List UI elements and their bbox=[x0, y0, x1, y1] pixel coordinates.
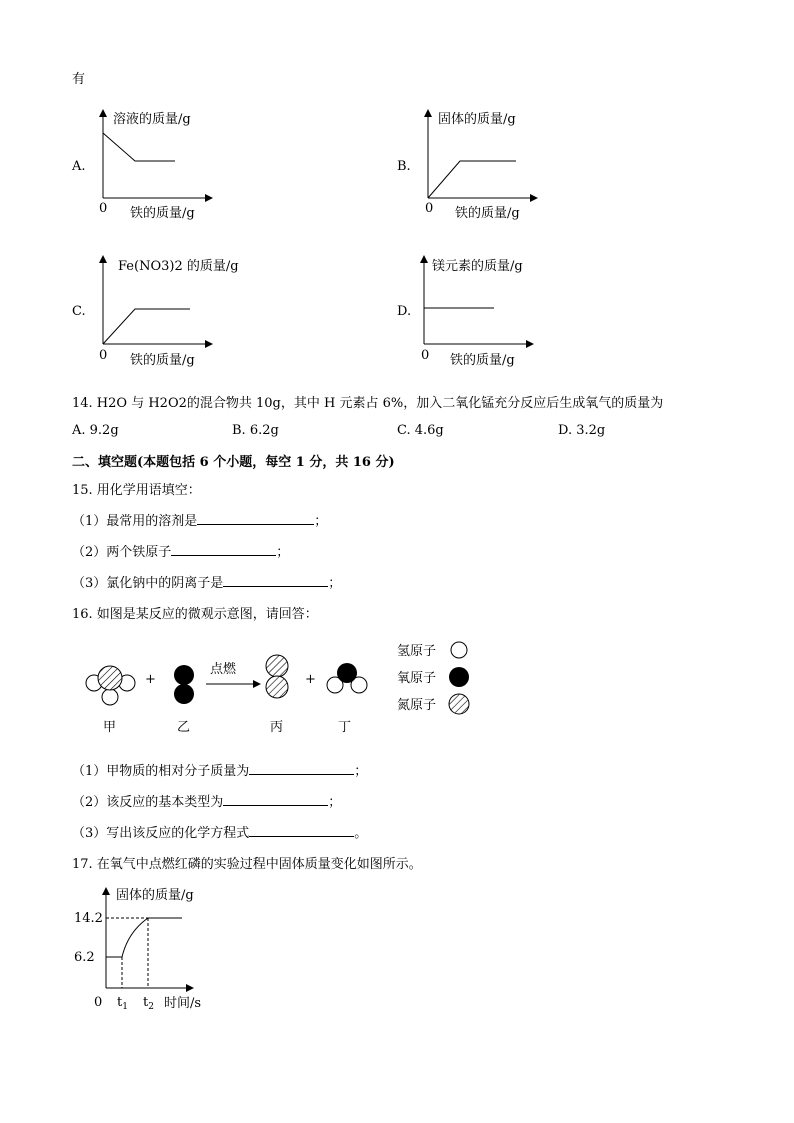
q16-item-1 bbox=[72, 760, 367, 779]
q16-blank-1[interactable] bbox=[249, 762, 354, 775]
molecule-yi bbox=[174, 665, 194, 704]
graph-d-origin: 0 bbox=[421, 348, 430, 363]
graph-c-ylabel: Fe(NO3)2 的质量/g bbox=[118, 259, 239, 274]
q17-ytick-1: 14.2 bbox=[74, 911, 103, 926]
molecule-bing bbox=[266, 655, 288, 698]
q17-series-line bbox=[106, 918, 182, 957]
q15-item-1 bbox=[72, 510, 327, 529]
q15-item-2-text: （2）两个铁原子 bbox=[72, 545, 172, 560]
option-letter-a: A. bbox=[72, 159, 86, 174]
q16-blank-3[interactable] bbox=[249, 824, 354, 837]
q13-graphs bbox=[0, 0, 794, 380]
legend-nitrogen-swatch bbox=[449, 694, 469, 714]
q16-reaction-diagram bbox=[0, 630, 794, 740]
q17-xtick-2: $t_2$ bbox=[143, 995, 154, 1012]
q16-item-3-text: （3）写出该反应的化学方程式 bbox=[72, 826, 250, 841]
label-ding: 丁 bbox=[338, 720, 352, 735]
q17-xtick-1: $t_1$ bbox=[117, 995, 128, 1012]
q15-item-2-end: ； bbox=[276, 545, 290, 560]
label-jia: 甲 bbox=[103, 720, 117, 735]
q16-item-2 bbox=[72, 791, 341, 810]
graph-b-ylabel: 固体的质量/g bbox=[438, 112, 516, 127]
plus-2: + bbox=[305, 672, 316, 687]
arrow-label: 点燃 bbox=[210, 662, 237, 677]
q16-item-2-end: ； bbox=[328, 795, 342, 810]
graph-b-origin: 0 bbox=[425, 201, 434, 216]
q16-item-1-text: （1）甲物质的相对分子质量为 bbox=[72, 764, 250, 779]
label-bing: 丙 bbox=[270, 720, 284, 735]
option-letter-c: C. bbox=[72, 304, 86, 319]
q16-item-2-text: （2）该反应的基本类型为 bbox=[72, 795, 224, 810]
q16-blank-2[interactable] bbox=[223, 793, 328, 806]
legend bbox=[397, 642, 469, 714]
graph-c-xlabel: 铁的质量/g bbox=[130, 353, 195, 368]
graph-d-ylabel: 镁元素的质量/g bbox=[432, 259, 523, 274]
graph-c bbox=[72, 256, 239, 368]
q17-xlabel: 时间/s bbox=[164, 996, 202, 1011]
q14-option-c: C. 4.6g bbox=[397, 423, 444, 438]
q15-item-3 bbox=[72, 572, 341, 591]
legend-oxygen: 氧原子 bbox=[397, 671, 437, 686]
legend-oxygen-swatch bbox=[449, 667, 469, 687]
label-yi: 乙 bbox=[177, 720, 191, 735]
graph-b-xlabel: 铁的质量/g bbox=[455, 206, 520, 221]
q15-item-1-end: ； bbox=[314, 514, 328, 529]
q17-stem: 17. 在氧气中点燃红磷的实验过程中固体质量变化如图所示。 bbox=[72, 857, 422, 872]
option-letter-b: B. bbox=[397, 159, 411, 174]
graph-a-xlabel: 铁的质量/g bbox=[130, 206, 195, 221]
q16-item-3 bbox=[72, 822, 367, 841]
q14-stem: 14. H2O 与 H2O2的混合物共 10g，其中 H 元素占 6%，加入二氧化锰充分反应后生成氧气的质量为 bbox=[72, 396, 664, 411]
q17-chart bbox=[60, 880, 240, 1015]
q17-ytick-2: 6.2 bbox=[74, 950, 95, 965]
option-letter-d: D. bbox=[397, 304, 412, 319]
section2-title: 二、填空题(本题包括 6 个小题，每空 1 分，共 16 分) bbox=[72, 455, 395, 470]
q15-blank-2[interactable] bbox=[171, 543, 276, 556]
q15-item-3-text: （3）氯化钠中的阴离子是 bbox=[72, 576, 224, 591]
q15-blank-3[interactable] bbox=[223, 574, 328, 587]
q15-item-3-end: ； bbox=[328, 576, 342, 591]
graph-b bbox=[397, 110, 537, 221]
q16-item-3-end: 。 bbox=[354, 826, 368, 841]
plus-1: + bbox=[145, 672, 156, 687]
q17-ylabel: 固体的质量/g bbox=[116, 888, 194, 903]
molecule-jia bbox=[86, 666, 135, 705]
q17-origin: 0 bbox=[94, 995, 103, 1010]
top-fragment: 有 bbox=[72, 72, 86, 87]
q16-stem: 16. 如图是某反应的微观示意图，请回答： bbox=[72, 607, 318, 622]
graph-d-xlabel: 铁的质量/g bbox=[450, 353, 515, 368]
q14-option-d: D. 3.2g bbox=[558, 423, 606, 438]
q14-option-a: A. 9.2g bbox=[72, 423, 119, 438]
graph-c-origin: 0 bbox=[99, 348, 108, 363]
legend-nitrogen: 氮原子 bbox=[397, 698, 437, 713]
molecule-ding bbox=[327, 663, 367, 693]
graph-a bbox=[71, 110, 212, 221]
q15-stem: 15. 用化学用语填空： bbox=[72, 483, 201, 498]
q14-option-b: B. 6.2g bbox=[232, 423, 279, 438]
q15-blank-1[interactable] bbox=[197, 512, 314, 525]
legend-hydrogen: 氢原子 bbox=[397, 644, 437, 659]
graph-a-ylabel: 溶液的质量/g bbox=[113, 112, 191, 127]
graph-a-origin: 0 bbox=[99, 201, 108, 216]
graph-d bbox=[397, 256, 533, 368]
q15-item-1-text: （1）最常用的溶剂是 bbox=[72, 514, 198, 529]
q15-item-2 bbox=[72, 541, 289, 560]
q16-item-1-end: ； bbox=[354, 764, 368, 779]
legend-hydrogen-swatch bbox=[451, 642, 467, 658]
